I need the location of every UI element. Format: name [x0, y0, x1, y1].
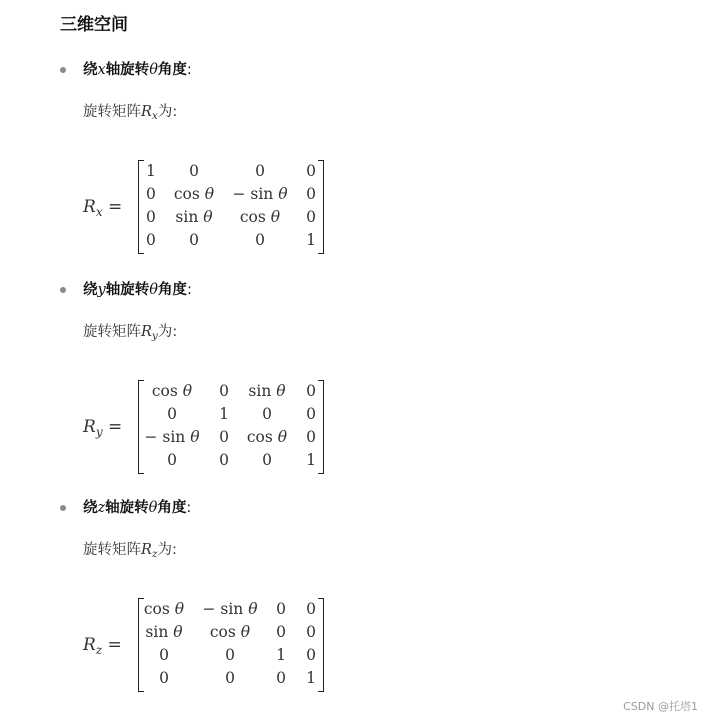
- bullet-dot: [60, 287, 66, 293]
- matrix-cell: 0: [306, 208, 316, 226]
- matrix-cell: 1: [306, 451, 316, 469]
- matrix-cell: 1: [276, 646, 286, 664]
- matrix-cell: 0: [306, 600, 316, 618]
- theta-symbol: θ: [204, 185, 215, 203]
- intro-suffix: 为:: [157, 324, 178, 340]
- intro-text: 旋转矩阵: [83, 324, 141, 340]
- matrix-subscript: x: [151, 110, 158, 122]
- matrix-cell: 0: [225, 669, 235, 687]
- matrix-cell: sin θ: [248, 382, 286, 400]
- bullet-text: 绕: [83, 62, 98, 78]
- matrix-symbol: R: [141, 324, 152, 340]
- theta-symbol: θ: [173, 623, 183, 641]
- equals-sign: =: [107, 635, 122, 655]
- lhs-symbol: R: [83, 635, 96, 655]
- equation-lhs: [83, 415, 122, 439]
- matrix-cell: 0: [262, 451, 272, 469]
- equals-sign: =: [108, 417, 123, 437]
- matrix-cell: 0: [255, 231, 265, 249]
- matrix-cell: sin θ: [145, 623, 183, 641]
- equation-lhs: [83, 633, 122, 657]
- theta-symbol: θ: [276, 382, 286, 400]
- matrix-cell: − sin θ: [144, 428, 200, 446]
- matrix-cell: 0: [306, 382, 316, 400]
- intro-suffix: 为:: [157, 104, 178, 120]
- matrix-cell: cos θ: [209, 623, 251, 641]
- bullet-rotate-x: [83, 60, 192, 80]
- axis-symbol: z: [97, 500, 106, 516]
- equation-lhs: [83, 195, 122, 219]
- bullet-text: 角度: [157, 500, 187, 516]
- bracket-left: [138, 380, 144, 474]
- matrix-cell: cos θ: [151, 382, 193, 400]
- theta-symbol: θ: [149, 282, 158, 298]
- matrix-cell: 0: [219, 382, 229, 400]
- bullet-rotate-z: [83, 498, 191, 518]
- matrix-cell: − sin θ: [232, 185, 288, 203]
- matrix-cell: 0: [306, 428, 316, 446]
- theta-symbol: θ: [240, 623, 251, 641]
- matrix-cell: cos θ: [173, 185, 215, 203]
- lhs-subscript: z: [95, 643, 103, 657]
- theta-symbol: θ: [248, 600, 258, 618]
- matrix-cell: 0: [146, 185, 156, 203]
- axis-symbol: y: [97, 282, 106, 298]
- bullet-text: 角度: [157, 282, 187, 298]
- matrix-cell: 1: [306, 669, 316, 687]
- matrix-subscript: y: [151, 330, 158, 342]
- watermark: CSDN @托塔1: [623, 700, 698, 713]
- matrix-symbol: R: [141, 104, 152, 120]
- matrix-intro-y: [83, 322, 177, 342]
- matrix-cell: 1: [146, 162, 156, 180]
- matrix-cell: 0: [159, 669, 169, 687]
- bullet-colon: :: [186, 62, 192, 78]
- bullet-rotate-y: [83, 280, 192, 300]
- matrix-cell: 1: [219, 405, 229, 423]
- theta-symbol: θ: [174, 600, 185, 618]
- bracket-left: [138, 160, 144, 254]
- matrix-intro-z: [83, 540, 177, 560]
- theta-symbol: θ: [278, 185, 288, 203]
- lhs-subscript: x: [95, 205, 103, 219]
- bullet-text: 绕: [83, 282, 98, 298]
- theta-symbol: θ: [148, 500, 158, 516]
- matrix-cell: 0: [189, 231, 199, 249]
- equals-sign: =: [108, 197, 123, 217]
- intro-suffix: 为:: [157, 542, 177, 558]
- matrix-symbol: R: [141, 542, 152, 558]
- matrix-cell: 0: [306, 185, 316, 203]
- matrix-cell: 0: [146, 231, 156, 249]
- theta-symbol: θ: [190, 428, 200, 446]
- section-heading: 三维空间: [60, 15, 128, 35]
- matrix-cell: sin θ: [175, 208, 213, 226]
- axis-symbol: x: [97, 62, 106, 78]
- bullet-text: 轴旋转: [105, 282, 150, 298]
- matrix-rz: [138, 598, 325, 692]
- lhs-symbol: R: [83, 197, 96, 217]
- matrix-subscript: z: [151, 548, 158, 560]
- matrix-cell: 0: [167, 451, 177, 469]
- theta-symbol: θ: [149, 62, 158, 78]
- matrix-cell: 0: [276, 669, 286, 687]
- matrix-cell: cos θ: [143, 600, 185, 618]
- theta-symbol: θ: [270, 208, 281, 226]
- intro-text: 旋转矩阵: [83, 542, 141, 558]
- matrix-cell: 0: [159, 646, 169, 664]
- matrix-cell: cos θ: [246, 428, 288, 446]
- matrix-cell: 0: [306, 623, 316, 641]
- bracket-right: [318, 160, 324, 254]
- matrix-cell: 0: [276, 623, 286, 641]
- bullet-text: 轴旋转: [105, 500, 149, 516]
- bracket-right: [318, 380, 324, 474]
- bullet-dot: [60, 505, 66, 511]
- matrix-rx: [138, 160, 325, 254]
- matrix-cell: 0: [225, 646, 235, 664]
- bracket-right: [318, 598, 324, 692]
- matrix-cell: − sin θ: [202, 600, 258, 618]
- matrix-cell: 0: [306, 405, 316, 423]
- matrix-cell: 0: [146, 208, 156, 226]
- bullet-text: 绕: [83, 500, 98, 516]
- matrix-cell: 0: [306, 646, 316, 664]
- matrix-cell: cos θ: [239, 208, 281, 226]
- matrix-cell: 0: [219, 451, 229, 469]
- intro-text: 旋转矩阵: [83, 104, 141, 120]
- matrix-cell: 0: [276, 600, 286, 618]
- theta-symbol: θ: [203, 208, 213, 226]
- matrix-intro-x: [83, 102, 177, 122]
- bullet-dot: [60, 67, 66, 73]
- bullet-text: 角度: [157, 62, 187, 78]
- bullet-colon: :: [186, 282, 192, 298]
- matrix-cell: 0: [262, 405, 272, 423]
- matrix-cell: 0: [167, 405, 177, 423]
- theta-symbol: θ: [182, 382, 193, 400]
- lhs-symbol: R: [83, 417, 96, 437]
- matrix-cell: 0: [255, 162, 265, 180]
- bullet-colon: :: [186, 500, 192, 516]
- matrix-ry: [138, 380, 325, 474]
- matrix-cell: 0: [219, 428, 229, 446]
- bullet-text: 轴旋转: [105, 62, 150, 78]
- matrix-cell: 0: [189, 162, 199, 180]
- matrix-cell: 0: [306, 162, 316, 180]
- lhs-subscript: y: [95, 425, 103, 439]
- theta-symbol: θ: [277, 428, 288, 446]
- matrix-cell: 1: [306, 231, 316, 249]
